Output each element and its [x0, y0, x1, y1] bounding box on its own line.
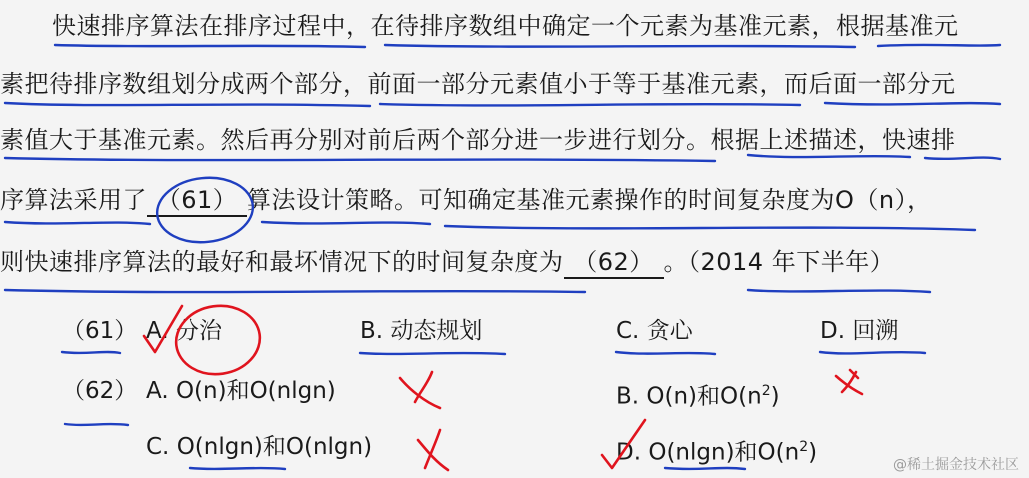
option-text: O(n)和O(n — [646, 383, 762, 410]
cross-mark — [400, 378, 440, 408]
option-letter: C. — [616, 318, 640, 344]
q62-number: （62） — [62, 378, 138, 404]
paragraph-line-2: 素把待排序数组划分成两个部分，前面一部分元素值小于等于基准元素，而后面一部分元 — [0, 70, 956, 98]
underline-stroke — [380, 104, 800, 105]
q61-option-d[interactable] — [820, 314, 898, 348]
line5-start: 则快速排序算法的最好和最坏情况下的时间复杂度为 — [0, 248, 564, 276]
underline-stroke — [5, 222, 150, 224]
option-text: 动态规划 — [390, 318, 483, 344]
underline-stroke — [190, 468, 285, 469]
option-letter: D. — [820, 318, 846, 344]
option-letter: A. — [146, 378, 169, 404]
underline-stroke — [65, 424, 128, 425]
line5-end: 。（2014 年下半年） — [663, 248, 895, 276]
paragraph-line-5 — [0, 244, 894, 280]
underline-stroke — [445, 226, 975, 230]
option-text: 回溯 — [852, 318, 899, 344]
option-tail: ) — [770, 383, 780, 410]
superscript: 2 — [799, 439, 809, 455]
option-letter: D. — [616, 439, 642, 466]
watermark: @稀土掘金技术社区 — [893, 457, 1019, 473]
q62-option-b[interactable] — [616, 374, 780, 414]
q61-option-a[interactable] — [146, 314, 222, 348]
paragraph-line-4 — [0, 182, 932, 218]
underline-stroke — [55, 45, 365, 47]
option-letter: B. — [616, 383, 640, 410]
underline-stroke — [820, 352, 925, 353]
q61-option-b[interactable] — [360, 314, 482, 348]
option-letter: C. — [146, 434, 170, 460]
underline-stroke — [385, 45, 855, 47]
q61-option-c[interactable] — [616, 314, 693, 348]
q62-option-a[interactable] — [146, 374, 336, 408]
cross-mark — [425, 430, 440, 468]
blank-61: （61） — [147, 185, 247, 217]
underline-stroke — [616, 352, 715, 354]
underline-stroke — [62, 352, 120, 353]
paragraph-line-3: 素值大于基准元素。然后再分别对前后两个部分进一步进行划分。根据上述描述，快速排 — [0, 126, 956, 154]
option-text: O(nlgn)和O(nlgn) — [176, 434, 373, 460]
paragraph-line-1: 快速排序算法在排序过程中，在待排序数组中确定一个元素为基准元素，根据基准元 — [52, 12, 959, 40]
q61-number: （61） — [62, 318, 138, 344]
blank-62: （62） — [564, 247, 664, 279]
underline-stroke — [262, 222, 430, 224]
q62-option-d[interactable] — [616, 430, 817, 470]
q62-option-c[interactable] — [146, 430, 372, 464]
cross-mark — [418, 440, 448, 470]
option-text: 分治 — [175, 318, 222, 344]
cross-mark — [415, 372, 432, 402]
superscript: 2 — [761, 383, 771, 399]
underline-stroke — [5, 158, 715, 161]
line4-end: 算法设计策略。可知确定基准元素操作的时间复杂度为O（n）， — [247, 186, 932, 214]
underline-stroke — [5, 103, 370, 106]
underline-stroke — [825, 103, 1000, 104]
underline-stroke — [878, 45, 1000, 46]
underline-stroke — [748, 290, 930, 292]
underline-stroke — [5, 290, 585, 292]
option-text: O(nlgn)和O(n — [648, 439, 800, 466]
option-letter: A. — [146, 318, 169, 344]
option-text: O(n)和O(nlgn) — [175, 378, 336, 404]
cross-mark — [836, 370, 862, 394]
underline-stroke — [360, 353, 505, 354]
option-letter: B. — [360, 318, 384, 344]
line4-start: 序算法采用了 — [0, 186, 147, 214]
option-text: 贪心 — [646, 318, 693, 344]
option-tail: ) — [808, 439, 818, 466]
